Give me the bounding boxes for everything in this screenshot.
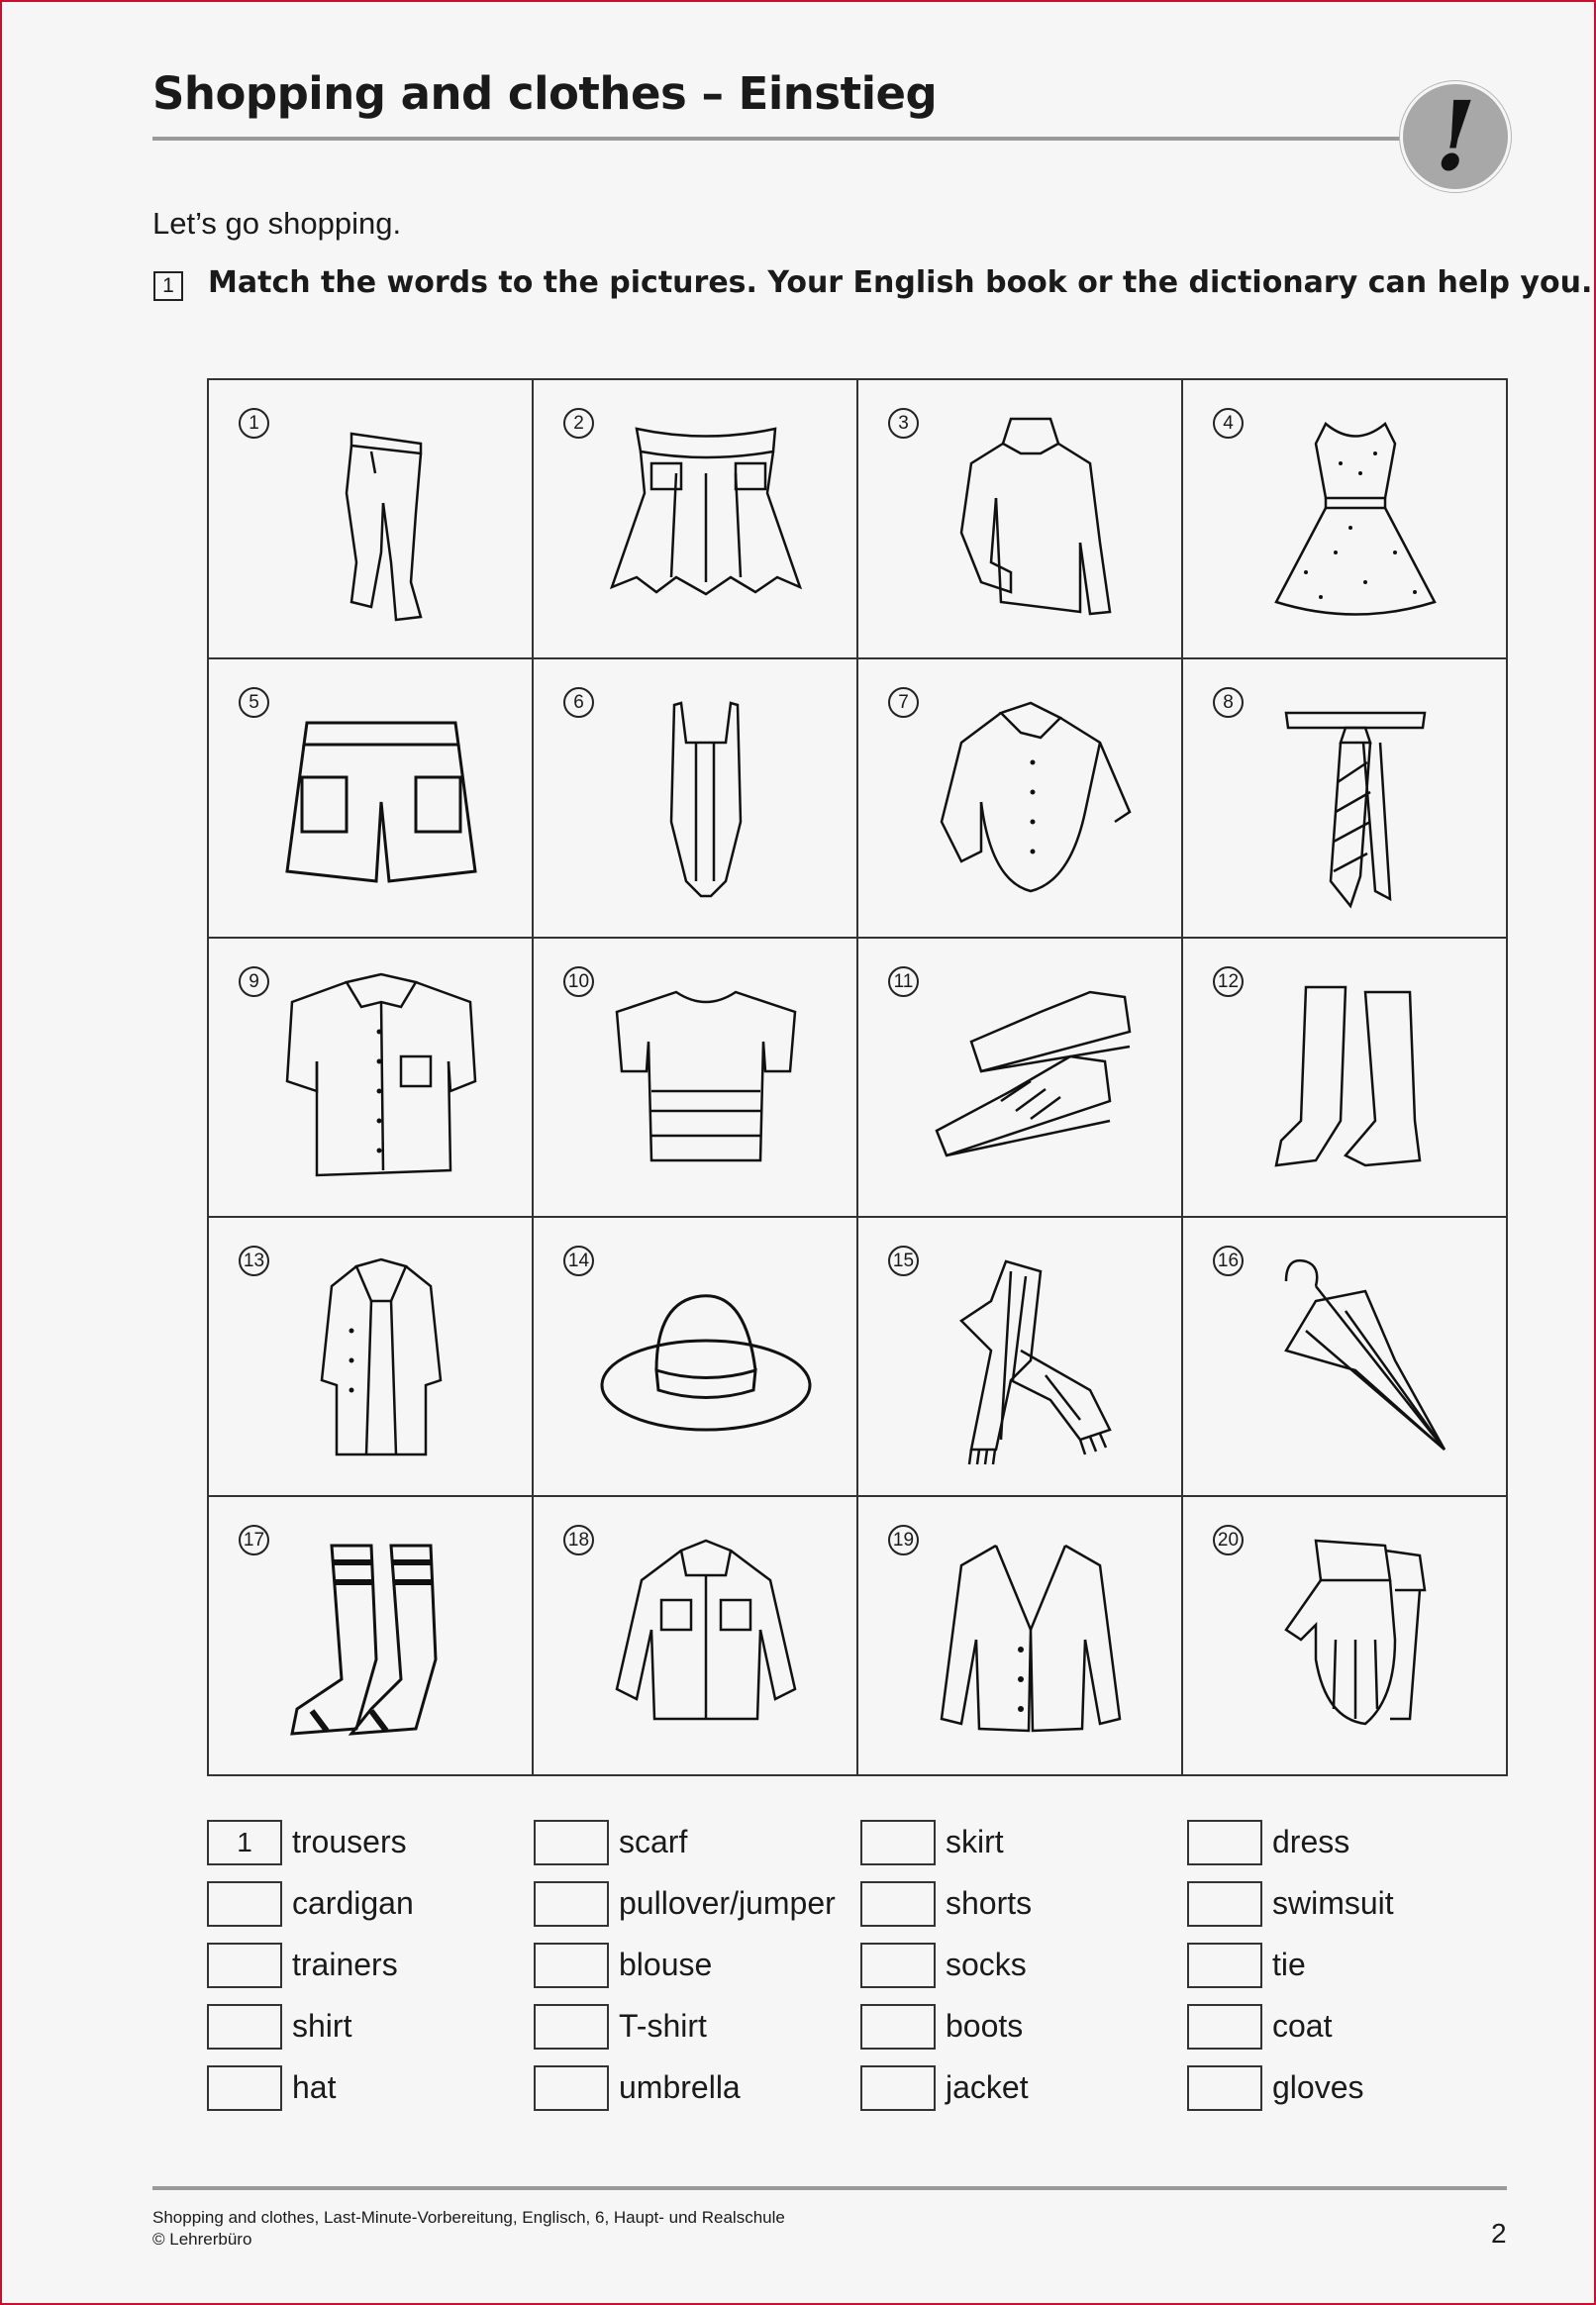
answer-box[interactable] (534, 1820, 609, 1865)
word-row (534, 1881, 860, 1943)
word-label: trainers (292, 1947, 398, 1982)
word-row (860, 1943, 1187, 2004)
word-row (860, 1881, 1187, 1943)
word-column (860, 1820, 1187, 2127)
answer-box[interactable] (534, 1943, 609, 1988)
task-number: 1 (153, 271, 183, 301)
shorts-icon (272, 683, 490, 921)
word-column (207, 1820, 534, 2127)
page-number: 2 (1491, 2218, 1507, 2249)
picture-cell (534, 1218, 858, 1497)
picture-cell (209, 1218, 534, 1497)
picture-number: 10 (563, 966, 594, 997)
word-label: gloves (1272, 2069, 1364, 2105)
picture-number: 8 (1213, 687, 1244, 718)
answer-box[interactable] (1187, 1943, 1262, 1988)
cardigan-icon (922, 1521, 1140, 1758)
picture-number: 17 (239, 1525, 269, 1555)
coat-icon (272, 1242, 490, 1479)
answer-box[interactable] (860, 1881, 936, 1927)
picture-number: 12 (1213, 966, 1244, 997)
picture-cell (858, 1218, 1183, 1497)
word-row (207, 1881, 534, 1943)
umbrella-icon (1247, 1242, 1464, 1479)
word-label: hat (292, 2069, 337, 2105)
word-label: tie (1272, 1947, 1306, 1982)
picture-number: 9 (239, 966, 269, 997)
picture-number: 18 (563, 1525, 594, 1555)
picture-number: 3 (888, 408, 919, 439)
picture-cell (209, 659, 534, 939)
exclamation-badge-icon (1400, 81, 1511, 192)
picture-cell (534, 1497, 858, 1776)
word-row (860, 2065, 1187, 2127)
word-row (860, 1820, 1187, 1881)
answer-box[interactable] (534, 2004, 609, 2050)
word-label: swimsuit (1272, 1885, 1394, 1921)
word-row (860, 2004, 1187, 2065)
picture-cell (534, 380, 858, 659)
picture-cell (209, 939, 534, 1218)
picture-cell (209, 1497, 534, 1776)
picture-number: 6 (563, 687, 594, 718)
picture-cell (1183, 939, 1508, 1218)
answer-box[interactable] (860, 2004, 936, 2050)
word-row (1187, 2065, 1514, 2127)
word-row (534, 2004, 860, 2065)
hat-icon (597, 1242, 815, 1479)
word-label: jacket (946, 2069, 1029, 2105)
word-row (1187, 1881, 1514, 1943)
word-row (207, 1820, 534, 1881)
page-title: Shopping and clothes – Einstieg (152, 67, 938, 120)
picture-cell (534, 659, 858, 939)
word-label: shirt (292, 2008, 352, 2044)
word-label: scarf (619, 1824, 688, 1859)
picture-number: 15 (888, 1246, 919, 1276)
picture-number: 19 (888, 1525, 919, 1555)
blouse-icon (922, 683, 1140, 921)
picture-number: 20 (1213, 1525, 1244, 1555)
answer-box[interactable] (207, 2004, 282, 2050)
word-row (534, 1943, 860, 2004)
title-rule (152, 137, 1430, 141)
word-row (1187, 1943, 1514, 2004)
picture-cell (1183, 380, 1508, 659)
answer-box[interactable] (207, 1943, 282, 1988)
scarf-icon (922, 1242, 1140, 1479)
answer-box[interactable] (860, 1943, 936, 1988)
picture-number: 14 (563, 1246, 594, 1276)
picture-cell (1183, 1218, 1508, 1497)
word-row (207, 1943, 534, 2004)
picture-number: 11 (888, 966, 919, 997)
word-column (1187, 1820, 1514, 2127)
picture-cell (858, 1497, 1183, 1776)
intro-text: Let’s go shopping. (152, 206, 402, 241)
word-label: socks (946, 1947, 1027, 1982)
dress-icon (1247, 404, 1464, 642)
word-row (534, 1820, 860, 1881)
pullover-icon (922, 404, 1140, 642)
word-row (534, 2065, 860, 2127)
picture-cell (858, 939, 1183, 1218)
word-label: coat (1272, 2008, 1333, 2044)
task-instruction: Match the words to the pictures. Your English book or the dictionary can help you. (208, 265, 1593, 300)
word-row (1187, 2004, 1514, 2065)
answer-box[interactable] (1187, 2065, 1262, 2111)
footer-rule (152, 2186, 1507, 2190)
picture-number: 4 (1213, 408, 1244, 439)
answer-box[interactable]: 1 (207, 1820, 282, 1865)
trainers-icon (922, 962, 1140, 1200)
word-label: cardigan (292, 1885, 414, 1921)
swimsuit-icon (597, 683, 815, 921)
picture-number: 1 (239, 408, 269, 439)
answer-box[interactable] (534, 2065, 609, 2111)
picture-number: 7 (888, 687, 919, 718)
picture-number: 2 (563, 408, 594, 439)
picture-number: 16 (1213, 1246, 1244, 1276)
socks-icon (272, 1521, 490, 1758)
picture-number: 5 (239, 687, 269, 718)
answer-box[interactable] (1187, 1881, 1262, 1927)
boots-icon (1247, 962, 1464, 1200)
word-label: pullover/jumper (619, 1885, 836, 1921)
answer-box[interactable] (1187, 2004, 1262, 2050)
word-label: T-shirt (619, 2008, 707, 2044)
footer-copyright: © Lehrerbüro (152, 2230, 252, 2249)
picture-cell (1183, 1497, 1508, 1776)
badge-mark: ! (1434, 80, 1477, 192)
picture-cell (858, 380, 1183, 659)
trousers-icon (272, 404, 490, 642)
word-label: shorts (946, 1885, 1033, 1921)
jacket-icon (597, 1521, 815, 1758)
picture-grid (207, 378, 1508, 1776)
answer-box[interactable] (534, 1881, 609, 1927)
picture-cell (858, 659, 1183, 939)
answer-box[interactable] (207, 1881, 282, 1927)
picture-cell (209, 380, 534, 659)
word-label: dress (1272, 1824, 1350, 1859)
answer-box[interactable] (1187, 1820, 1262, 1865)
gloves-icon (1247, 1521, 1464, 1758)
word-label: trousers (292, 1824, 407, 1859)
word-row (207, 2004, 534, 2065)
word-label: blouse (619, 1947, 713, 1982)
picture-cell (534, 939, 858, 1218)
word-row (1187, 1820, 1514, 1881)
tshirt-icon (597, 962, 815, 1200)
answer-box[interactable] (860, 2065, 936, 2111)
picture-cell (1183, 659, 1508, 939)
skirt-icon (597, 404, 815, 642)
footer-source: Shopping and clothes, Last-Minute-Vorbereitung, Englisch, 6, Haupt- und Realschule (152, 2208, 785, 2227)
word-label: skirt (946, 1824, 1004, 1859)
word-label: umbrella (619, 2069, 741, 2105)
word-column (534, 1820, 860, 2127)
answer-box[interactable] (860, 1820, 936, 1865)
tie-icon (1247, 683, 1464, 921)
picture-number: 13 (239, 1246, 269, 1276)
word-row (207, 2065, 534, 2127)
word-label: boots (946, 2008, 1024, 2044)
answer-box[interactable] (207, 2065, 282, 2111)
shirt-icon (272, 962, 490, 1200)
